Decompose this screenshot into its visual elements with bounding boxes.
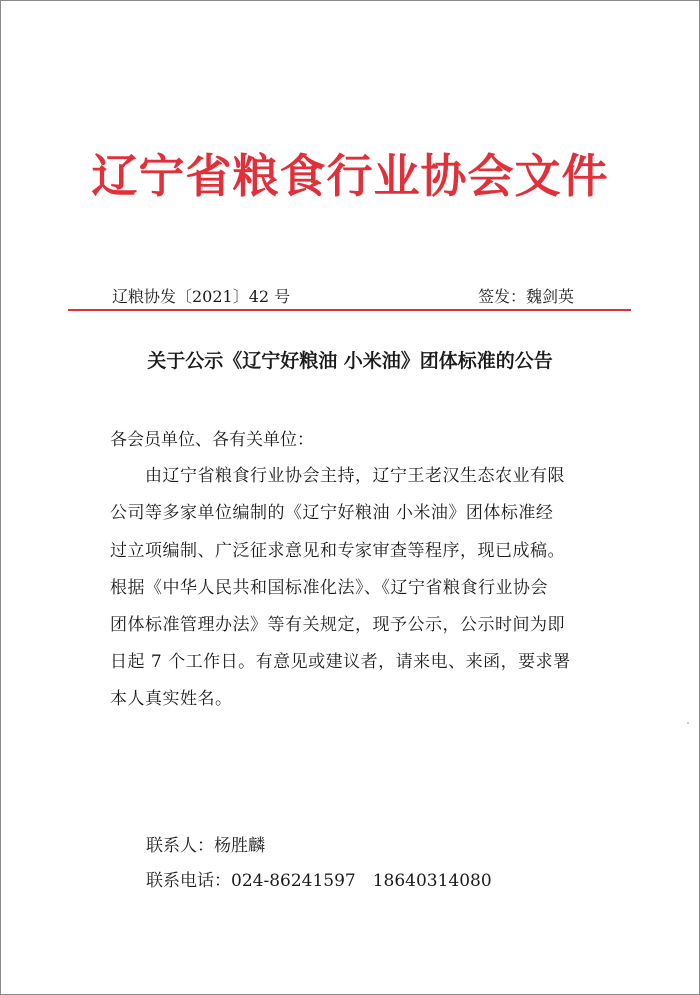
contact-phone: 联系电话：024-86241597 18640314080 [146,871,492,891]
body-line: 根据《中华人民共和国标准化法》、《辽宁省粮食行业协会 [110,578,548,598]
body-line: 由辽宁省粮食行业协会主持，辽宁王老汉生态农业有限 [110,466,565,486]
body-line: 本人真实姓名。 [110,689,233,709]
contact-person: 联系人：杨胜麟 [146,836,265,856]
body-line: 团体标准管理办法》等有关规定，现予公示，公示时间为即 [110,615,565,635]
body-line: 公司等多家单位编制的《辽宁好粮油 小米油》团体标准经 [110,503,554,523]
salutation: 各会员单位、各有关单位： [110,430,314,450]
notice-title: 关于公示《辽宁好粮油 小米油》团体标准的公告 [147,350,553,372]
signer-label: 签发：魏剑英 [478,287,575,306]
red-divider-line [68,309,631,311]
document-header-title: 辽宁省粮食行业协会文件 [91,149,609,203]
body-line: 日起 7 个工作日。有意见或建议者，请来电、来函，要求署 [110,652,571,672]
document-number: 辽粮协发〔2021〕42 号 [112,287,291,306]
scan-speck [687,722,689,724]
body-line: 过立项编制、广泛征求意见和专家审查等程序，现已成稿。 [110,541,565,561]
